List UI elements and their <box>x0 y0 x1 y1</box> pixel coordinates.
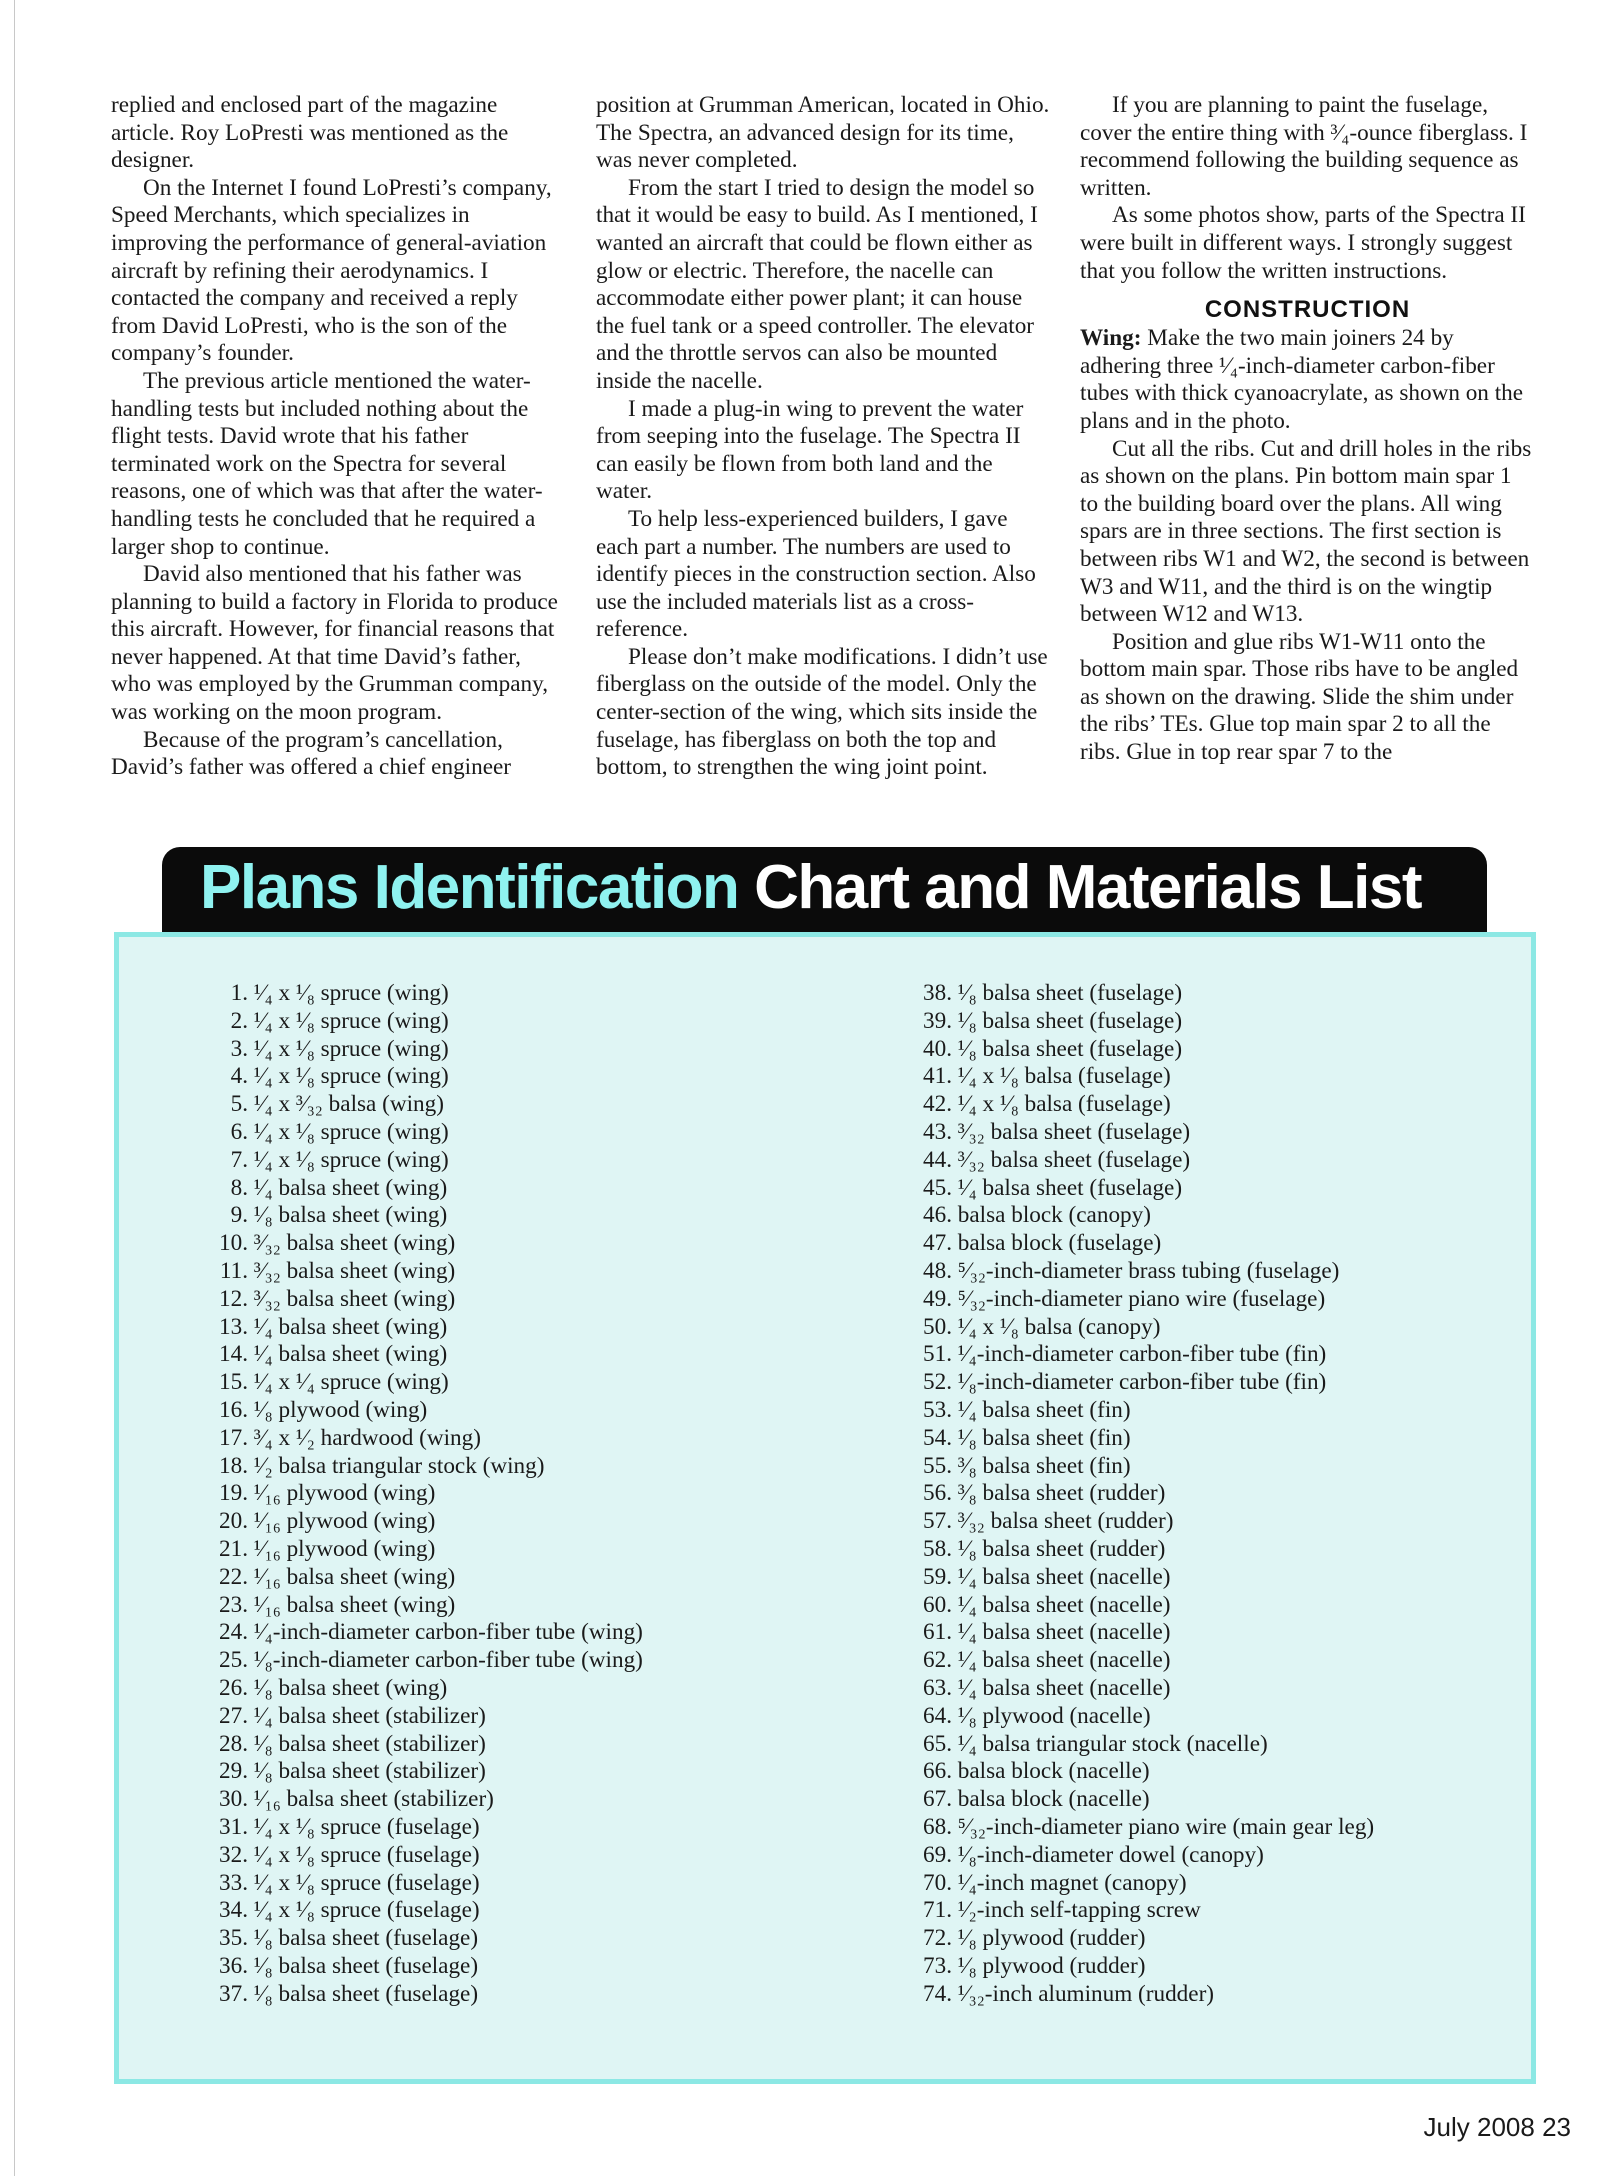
material-item <box>882 1425 1502 1453</box>
material-number: 52. <box>923 1369 952 1396</box>
material-description: ³⁄₃₂ balsa sheet (rudder) <box>957 1508 1174 1535</box>
material-item <box>882 1814 1502 1842</box>
material-item <box>882 1341 1502 1369</box>
material-number: 65. <box>923 1730 952 1757</box>
material-description: ¹⁄₈ balsa sheet (stabilizer) <box>253 1758 486 1785</box>
material-number: 41. <box>923 1063 952 1090</box>
material-item <box>882 1286 1502 1314</box>
material-item <box>882 1008 1502 1036</box>
material-description: ¹⁄₄ x ¹⁄₄ spruce (wing) <box>253 1369 449 1396</box>
material-item <box>882 1647 1502 1675</box>
material-description: balsa block (canopy) <box>957 1202 1151 1229</box>
material-description: ¹⁄₈ balsa sheet (fuselage) <box>253 1952 479 1979</box>
material-number: 56. <box>923 1480 952 1507</box>
material-description: ³⁄₈ balsa sheet (rudder) <box>957 1480 1166 1507</box>
material-number: 45. <box>923 1174 952 1201</box>
material-item <box>882 1091 1502 1119</box>
material-item <box>882 1675 1502 1703</box>
banner-title-part1: Plans Identification <box>200 853 739 922</box>
material-description: ¹⁄₃₂-inch aluminum (rudder) <box>957 1980 1215 2007</box>
material-description: ¹⁄₈ balsa sheet (fuselage) <box>957 1035 1183 1062</box>
material-number: 43. <box>923 1118 952 1145</box>
material-item <box>882 1897 1502 1925</box>
article-column-1 <box>111 92 566 782</box>
material-description: ¹⁄₁₆ balsa sheet (wing) <box>253 1563 456 1590</box>
material-description: ¹⁄₈ balsa sheet (wing) <box>253 1674 448 1701</box>
material-description: ¹⁄₁₆ plywood (wing) <box>253 1480 436 1507</box>
material-item <box>882 1147 1502 1175</box>
material-item <box>178 1619 738 1647</box>
material-item <box>882 1230 1502 1258</box>
material-item <box>178 1258 738 1286</box>
material-number: 13. <box>219 1313 248 1340</box>
material-number: 17. <box>219 1424 248 1451</box>
paragraph: I made a plug-in wing to prevent the water from seeping into the fuselage. The Spectra II can easily be flown from both land and the water. <box>596 395 1024 505</box>
material-item <box>882 1870 1502 1898</box>
material-number: 30. <box>219 1786 248 1813</box>
paragraph: Because of the program’s cancellation, David’s father was offered a chief engineer <box>111 726 512 781</box>
article-column-2 <box>596 92 1051 782</box>
material-number: 18. <box>219 1452 248 1479</box>
material-description: ¹⁄₈-inch-diameter carbon-fiber tube (fin) <box>957 1369 1327 1396</box>
material-description: ¹⁄₄ balsa sheet (wing) <box>253 1341 448 1368</box>
material-description: ¹⁄₈ plywood (nacelle) <box>957 1702 1151 1729</box>
material-number: 63. <box>923 1674 952 1701</box>
construction-heading: CONSTRUCTION <box>1204 296 1411 324</box>
material-item <box>178 1536 738 1564</box>
material-number: 54. <box>923 1424 952 1451</box>
material-description: ¹⁄₄ balsa sheet (fin) <box>957 1396 1131 1423</box>
material-number: 71. <box>923 1897 952 1924</box>
material-item <box>178 1453 738 1481</box>
material-description: ¹⁄₄ x ¹⁄₈ spruce (fuselage) <box>253 1897 480 1924</box>
paragraph: To help less-experienced builders, I gave each part a number. The numbers are used to identify pieces in the construction section. Also use the included materials list as a cross-reference. <box>596 505 1036 643</box>
banner-title-part2: Chart and Materials List <box>754 853 1421 922</box>
material-description: ¹⁄₈ balsa sheet (stabilizer) <box>253 1730 486 1757</box>
material-number: 15. <box>219 1369 248 1396</box>
material-item <box>882 1453 1502 1481</box>
paragraph: If you are planning to paint the fuselage, cover the entire thing with ³⁄₄-ounce fiberglass. I recommend following the building sequence as written. <box>1080 92 1528 201</box>
material-description: ¹⁄₂ balsa triangular stock (wing) <box>253 1452 545 1479</box>
material-item <box>178 1758 738 1786</box>
material-number: 27. <box>219 1702 248 1729</box>
material-item <box>178 1842 738 1870</box>
article-column-3 <box>1080 92 1535 767</box>
material-item <box>178 1564 738 1592</box>
material-description: ¹⁄₄ balsa sheet (stabilizer) <box>253 1702 486 1729</box>
material-description: ¹⁄₁₆ plywood (wing) <box>253 1535 436 1562</box>
material-number: 26. <box>219 1674 248 1701</box>
material-description: ¹⁄₈ balsa sheet (fin) <box>957 1424 1131 1451</box>
material-number: 9. <box>230 1202 248 1229</box>
material-item <box>178 1703 738 1731</box>
material-number: 29. <box>219 1758 248 1785</box>
material-description: ¹⁄₈ balsa sheet (fuselage) <box>957 980 1183 1006</box>
material-description: ¹⁄₈ plywood (rudder) <box>957 1925 1146 1952</box>
material-description: ³⁄₈ balsa sheet (fin) <box>957 1452 1131 1479</box>
material-number: 33. <box>219 1869 248 1896</box>
material-number: 67. <box>923 1786 952 1813</box>
materials-list-left <box>178 980 738 2008</box>
material-number: 35. <box>219 1925 248 1952</box>
material-description: ¹⁄₈ balsa sheet (fuselage) <box>253 1925 479 1952</box>
material-item <box>178 1981 738 2009</box>
material-item <box>882 1786 1502 1814</box>
material-number: 61. <box>923 1619 952 1646</box>
material-number: 36. <box>219 1952 248 1979</box>
material-item <box>178 1647 738 1675</box>
material-item <box>882 1119 1502 1147</box>
paragraph: On the Internet I found LoPresti’s company, Speed Merchants, which specializes in improving the performance of general-aviation aircraft by refining their aerodynamics. I contacted the company and received a reply from David LoPresti, who is the son of the company’s founder. <box>111 174 552 367</box>
material-item <box>178 1008 738 1036</box>
material-number: 19. <box>219 1480 248 1507</box>
material-number: 1. <box>230 980 248 1006</box>
material-item <box>178 1480 738 1508</box>
material-description: ³⁄₃₂ balsa sheet (fuselage) <box>957 1146 1191 1173</box>
material-description: ¹⁄₄ x ³⁄₃₂ balsa (wing) <box>253 1091 444 1118</box>
material-number: 47. <box>923 1230 952 1257</box>
material-number: 51. <box>923 1341 952 1368</box>
paragraph: From the start I tried to design the model so that it would be easy to build. As I mentioned, I wanted an aircraft that could be flown either as glow or electric. Therefore, the nacelle can accommodate either power plant; it can house the fuel tank or a speed controller. The elevator and the throttle servos can also be mounted inside the nacelle. <box>596 174 1038 394</box>
material-item <box>178 1814 738 1842</box>
material-description: ¹⁄₈ balsa sheet (rudder) <box>957 1535 1166 1562</box>
material-item <box>178 1036 738 1064</box>
material-number: 46. <box>923 1202 952 1229</box>
material-number: 14. <box>219 1341 248 1368</box>
material-item <box>882 1953 1502 1981</box>
paragraph: position at Grumman American, located in Ohio. The Spectra, an advanced design for its time, was never completed. <box>596 92 1050 174</box>
material-description: ¹⁄₈ plywood (wing) <box>253 1396 428 1423</box>
material-item <box>178 980 738 1008</box>
material-description: ¹⁄₄ x ¹⁄₈ balsa (fuselage) <box>957 1063 1171 1090</box>
material-description: ¹⁄₄ x ¹⁄₈ spruce (wing) <box>253 1035 449 1062</box>
paragraph: David also mentioned that his father was planning to build a factory in Florida to produce this aircraft. However, for financial reasons that never happened. At that time David’s father, who was employed by the Grumman company, was working on the moon program. <box>111 561 558 726</box>
material-item <box>178 1508 738 1536</box>
material-number: 74. <box>923 1980 952 2007</box>
material-item <box>882 1202 1502 1230</box>
material-item <box>882 1703 1502 1731</box>
material-item <box>882 1731 1502 1759</box>
banner-title <box>200 853 1421 923</box>
material-number: 20. <box>219 1508 248 1535</box>
paragraph: replied and enclosed part of the magazine article. Roy LoPresti was mentioned as the designer. <box>111 92 509 174</box>
material-item <box>178 1592 738 1620</box>
material-number: 48. <box>923 1257 952 1284</box>
material-item <box>178 1230 738 1258</box>
material-item <box>178 1870 738 1898</box>
material-number: 28. <box>219 1730 248 1757</box>
material-number: 49. <box>923 1285 952 1312</box>
material-description: ⁵⁄₃₂-inch-diameter brass tubing (fuselage) <box>957 1257 1340 1284</box>
material-description: balsa block (fuselage) <box>957 1230 1162 1257</box>
material-item <box>882 1564 1502 1592</box>
material-description: ¹⁄₄ x ¹⁄₈ balsa (fuselage) <box>957 1091 1171 1118</box>
material-number: 70. <box>923 1869 952 1896</box>
material-item <box>178 1731 738 1759</box>
material-description: ¹⁄₄-inch-diameter carbon-fiber tube (wing) <box>253 1619 643 1646</box>
material-description: ¹⁄₈ balsa sheet (wing) <box>253 1202 448 1229</box>
material-item <box>882 1036 1502 1064</box>
material-item <box>178 1786 738 1814</box>
material-number: 8. <box>230 1174 248 1201</box>
material-description: ⁵⁄₃₂-inch-diameter piano wire (main gear leg) <box>957 1813 1375 1840</box>
material-description: ³⁄₃₂ balsa sheet (wing) <box>253 1285 456 1312</box>
material-number: 10. <box>219 1230 248 1257</box>
material-description: ¹⁄₄ x ¹⁄₈ spruce (wing) <box>253 980 449 1006</box>
material-description: ¹⁄₁₆ balsa sheet (stabilizer) <box>253 1786 494 1813</box>
material-item <box>178 1397 738 1425</box>
material-item <box>882 1175 1502 1203</box>
material-item <box>882 980 1502 1008</box>
paragraph <box>1080 325 1535 435</box>
material-number: 64. <box>923 1702 952 1729</box>
material-item <box>178 1091 738 1119</box>
material-number: 39. <box>923 1007 952 1034</box>
material-description: ⁵⁄₃₂-inch-diameter piano wire (fuselage) <box>957 1285 1326 1312</box>
material-number: 11. <box>219 1257 248 1284</box>
material-number: 2. <box>230 1007 248 1034</box>
material-number: 6. <box>230 1118 248 1145</box>
paragraph: Cut all the ribs. Cut and drill holes in the ribs as shown on the plans. Pin bottom main spar 1 to the building board over the plans. All wing spars are in three sections. The first section is between ribs W1 and W2, the second is between W3 and W11, and the third is on the wingtip between W12 and W13. <box>1080 435 1532 628</box>
material-description: ¹⁄₄ balsa sheet (nacelle) <box>957 1674 1171 1701</box>
material-item <box>882 1592 1502 1620</box>
material-description: ¹⁄₈ balsa sheet (fuselage) <box>253 1980 479 2007</box>
material-item <box>178 1897 738 1925</box>
material-description: ¹⁄₄-inch-diameter carbon-fiber tube (fin) <box>957 1341 1327 1368</box>
material-item <box>178 1675 738 1703</box>
material-number: 21. <box>219 1535 248 1562</box>
material-number: 55. <box>923 1452 952 1479</box>
material-description: ¹⁄₁₆ plywood (wing) <box>253 1508 436 1535</box>
material-item <box>882 1369 1502 1397</box>
material-number: 25. <box>219 1647 248 1674</box>
material-number: 58. <box>923 1535 952 1562</box>
material-item <box>882 1758 1502 1786</box>
material-number: 53. <box>923 1396 952 1423</box>
material-description: ¹⁄₄ x ¹⁄₈ spruce (wing) <box>253 1146 449 1173</box>
material-item <box>178 1425 738 1453</box>
material-description: ¹⁄₄ x ¹⁄₈ spruce (fuselage) <box>253 1813 480 1840</box>
paragraph: Please don’t make modifications. I didn’t use fiberglass on the outside of the model. Only the center-section of the wing, which sits inside the fuselage, has fiberglass on both the top and bottom, to strengthen the wing joint point. <box>596 643 1048 781</box>
material-item <box>178 1314 738 1342</box>
material-number: 69. <box>923 1841 952 1868</box>
paragraph: As some photos show, parts of the Spectra II were built in different ways. I strongly suggest that you follow the written instructions. <box>1080 202 1526 284</box>
material-number: 73. <box>923 1952 952 1979</box>
material-item <box>178 1369 738 1397</box>
materials-list-right <box>882 980 1502 2008</box>
material-number: 42. <box>923 1091 952 1118</box>
material-item <box>882 1981 1502 2009</box>
material-description: ¹⁄₄ x ¹⁄₈ spruce (wing) <box>253 1118 449 1145</box>
material-item <box>178 1202 738 1230</box>
material-description: ¹⁄₄ balsa sheet (nacelle) <box>957 1619 1171 1646</box>
material-item <box>882 1480 1502 1508</box>
material-description: ¹⁄₄ x ¹⁄₈ spruce (fuselage) <box>253 1869 480 1896</box>
material-description: ¹⁄₄ balsa sheet (fuselage) <box>957 1174 1183 1201</box>
material-item <box>882 1397 1502 1425</box>
issue-date: July 2008 <box>1423 2112 1535 2142</box>
material-description: ³⁄₃₂ balsa sheet (wing) <box>253 1230 456 1257</box>
material-description: balsa block (nacelle) <box>957 1786 1150 1813</box>
material-description: ¹⁄₄ x ¹⁄₈ spruce (fuselage) <box>253 1841 480 1868</box>
material-description: ¹⁄₈ balsa sheet (fuselage) <box>957 1007 1183 1034</box>
material-item <box>178 1341 738 1369</box>
material-item <box>882 1063 1502 1091</box>
material-number: 4. <box>230 1063 248 1090</box>
material-number: 32. <box>219 1841 248 1868</box>
material-item <box>178 1147 738 1175</box>
material-number: 66. <box>923 1758 952 1785</box>
material-number: 62. <box>923 1647 952 1674</box>
material-description: ¹⁄₁₆ balsa sheet (wing) <box>253 1591 456 1618</box>
material-number: 40. <box>923 1035 952 1062</box>
material-description: ¹⁄₄ x ¹⁄₈ spruce (wing) <box>253 1007 449 1034</box>
material-item <box>178 1953 738 1981</box>
material-number: 7. <box>230 1146 248 1173</box>
material-number: 68. <box>923 1813 952 1840</box>
material-number: 38. <box>923 980 952 1006</box>
material-item <box>882 1508 1502 1536</box>
wing-run-in-heading: Wing: <box>1080 325 1142 352</box>
material-item <box>178 1119 738 1147</box>
material-number: 5. <box>230 1091 248 1118</box>
material-number: 34. <box>219 1897 248 1924</box>
material-item <box>178 1063 738 1091</box>
paragraph: Position and glue ribs W1-W11 onto the bottom main spar. Those ribs have to be angled as shown on the drawing. Slide the shim under the ribs’ TEs. Glue top main spar 2 to all the ribs. Glue in top rear spar 7 to the <box>1080 628 1519 766</box>
material-item <box>882 1842 1502 1870</box>
page-edge-rule <box>14 0 15 2176</box>
material-item <box>882 1258 1502 1286</box>
page-footer <box>1424 2112 1571 2143</box>
page-number: 23 <box>1542 2112 1571 2142</box>
material-item <box>882 1314 1502 1342</box>
material-item <box>882 1536 1502 1564</box>
material-number: 72. <box>923 1925 952 1952</box>
material-item <box>178 1925 738 1953</box>
material-description: ¹⁄₄ balsa sheet (nacelle) <box>957 1647 1171 1674</box>
material-item <box>178 1175 738 1203</box>
material-number: 23. <box>219 1591 248 1618</box>
material-item <box>882 1619 1502 1647</box>
material-description: balsa block (nacelle) <box>957 1758 1150 1785</box>
material-number: 37. <box>219 1980 248 2007</box>
material-description: ¹⁄₄ balsa sheet (wing) <box>253 1174 448 1201</box>
material-number: 59. <box>923 1563 952 1590</box>
material-description: ¹⁄₄-inch magnet (canopy) <box>957 1869 1187 1896</box>
material-description: ³⁄₃₂ balsa sheet (wing) <box>253 1257 456 1284</box>
material-number: 31. <box>219 1813 248 1840</box>
material-number: 44. <box>923 1146 952 1173</box>
paragraph: The previous article mentioned the water-handling tests but included nothing about the flight tests. David wrote that his father terminated work on the Spectra for several reasons, one of which was that after the water-handling tests he concluded that he required a larger shop to continue. <box>111 367 543 560</box>
material-item <box>882 1925 1502 1953</box>
material-number: 12. <box>219 1285 248 1312</box>
material-description: ³⁄₄ x ¹⁄₂ hardwood (wing) <box>253 1424 481 1451</box>
wing-paragraph-text: Make the two main joiners 24 by adhering three ¹⁄₄-inch-diameter carbon-fiber tubes with thick cyanoacrylate, as shown on the plans and in the photo. <box>1080 325 1524 434</box>
material-description: ¹⁄₄ balsa sheet (nacelle) <box>957 1563 1171 1590</box>
material-item <box>178 1286 738 1314</box>
material-description: ¹⁄₈-inch-diameter carbon-fiber tube (wing) <box>253 1647 643 1674</box>
material-description: ¹⁄₄ x ¹⁄₈ spruce (wing) <box>253 1063 449 1090</box>
material-number: 16. <box>219 1396 248 1423</box>
material-description: ¹⁄₄ balsa triangular stock (nacelle) <box>957 1730 1268 1757</box>
material-description: ¹⁄₈ plywood (rudder) <box>957 1952 1146 1979</box>
material-number: 57. <box>923 1508 952 1535</box>
material-description: ³⁄₃₂ balsa sheet (fuselage) <box>957 1118 1191 1145</box>
material-description: ¹⁄₂-inch self-tapping screw <box>957 1897 1201 1924</box>
material-number: 24. <box>219 1619 248 1646</box>
material-number: 50. <box>923 1313 952 1340</box>
material-description: ¹⁄₄ x ¹⁄₈ balsa (canopy) <box>957 1313 1161 1340</box>
material-number: 22. <box>219 1563 248 1590</box>
material-number: 3. <box>230 1035 248 1062</box>
material-description: ¹⁄₄ balsa sheet (nacelle) <box>957 1591 1171 1618</box>
material-description: ¹⁄₄ balsa sheet (wing) <box>253 1313 448 1340</box>
materials-banner <box>162 847 1487 932</box>
material-number: 60. <box>923 1591 952 1618</box>
material-description: ¹⁄₈-inch-diameter dowel (canopy) <box>957 1841 1264 1868</box>
